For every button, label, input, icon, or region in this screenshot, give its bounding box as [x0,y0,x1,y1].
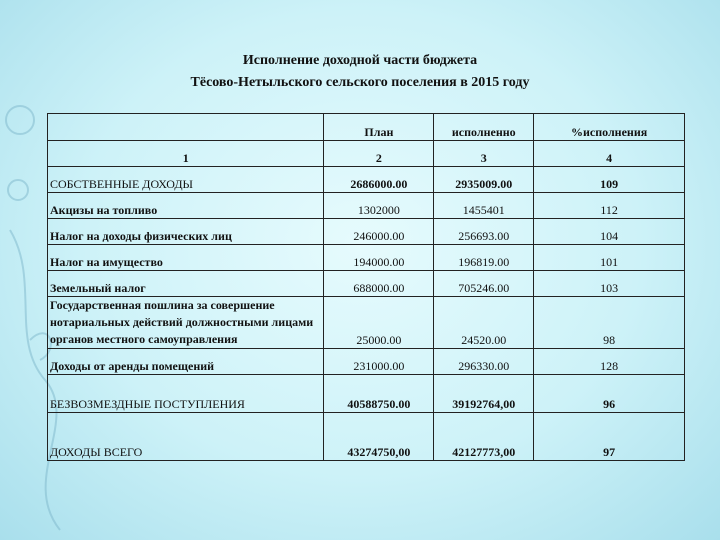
table-row [48,375,685,413]
row-done: 39192764,00 [434,375,534,413]
row-pct: 128 [534,349,685,375]
table-row [48,349,685,375]
row-pct: 103 [534,271,685,297]
row-done: 705246.00 [434,271,534,297]
table-row [48,297,685,349]
row-name: Налог на имущество [48,245,324,271]
header-cell-plan: План [324,114,434,141]
row-done: 24520.00 [434,297,534,349]
row-done: 42127773,00 [434,413,534,461]
table-row [48,271,685,297]
title-line-2: Тёсово-Нетыльского сельского поселения в 2015 году [190,75,530,90]
row-pct: 101 [534,245,685,271]
row-pct: 97 [534,413,685,461]
row-done: 196819.00 [434,245,534,271]
row-name: Земельный налог [48,271,324,297]
col-number: 3 [434,141,534,167]
row-done: 296330.00 [434,349,534,375]
header-cell-name [48,114,324,141]
table-row [48,167,685,193]
row-plan: 194000.00 [324,245,434,271]
row-name: СОБСТВЕННЫЕ ДОХОДЫ [48,167,324,193]
table-row [48,193,685,219]
row-done: 256693.00 [434,219,534,245]
col-number: 4 [534,141,685,167]
row-done: 1455401 [434,193,534,219]
row-name: БЕЗВОЗМЕЗДНЫЕ ПОСТУПЛЕНИЯ [48,375,324,413]
row-name: ДОХОДЫ ВСЕГО [48,413,324,461]
table-row [48,413,685,461]
row-plan: 2686000.00 [324,167,434,193]
row-pct: 109 [534,167,685,193]
row-pct: 112 [534,193,685,219]
row-name: Государственная пошлина за совершение нотариальных действий должностными лицами органов местного самоуправления [48,297,324,349]
col-number: 1 [48,141,324,167]
page-title [0,50,720,94]
row-pct: 98 [534,297,685,349]
row-plan: 1302000 [324,193,434,219]
row-plan: 246000.00 [324,219,434,245]
header-cell-pct: %исполнения [534,114,685,141]
row-plan: 25000.00 [324,297,434,349]
budget-table [47,113,685,461]
row-pct: 104 [534,219,685,245]
row-name: Налог на доходы физических лиц [48,219,324,245]
row-name: Акцизы на топливо [48,193,324,219]
col-number: 2 [324,141,434,167]
table-row [48,245,685,271]
row-plan: 231000.00 [324,349,434,375]
column-number-row [48,141,685,167]
row-name: Доходы от аренды помещений [48,349,324,375]
header-cell-done: исполненно [434,114,534,141]
table-row [48,219,685,245]
row-plan: 688000.00 [324,271,434,297]
row-plan: 40588750.00 [324,375,434,413]
row-pct: 96 [534,375,685,413]
row-done: 2935009.00 [434,167,534,193]
title-line-1: Исполнение доходной части бюджета [242,53,478,68]
header-row [48,114,685,141]
row-plan: 43274750,00 [324,413,434,461]
